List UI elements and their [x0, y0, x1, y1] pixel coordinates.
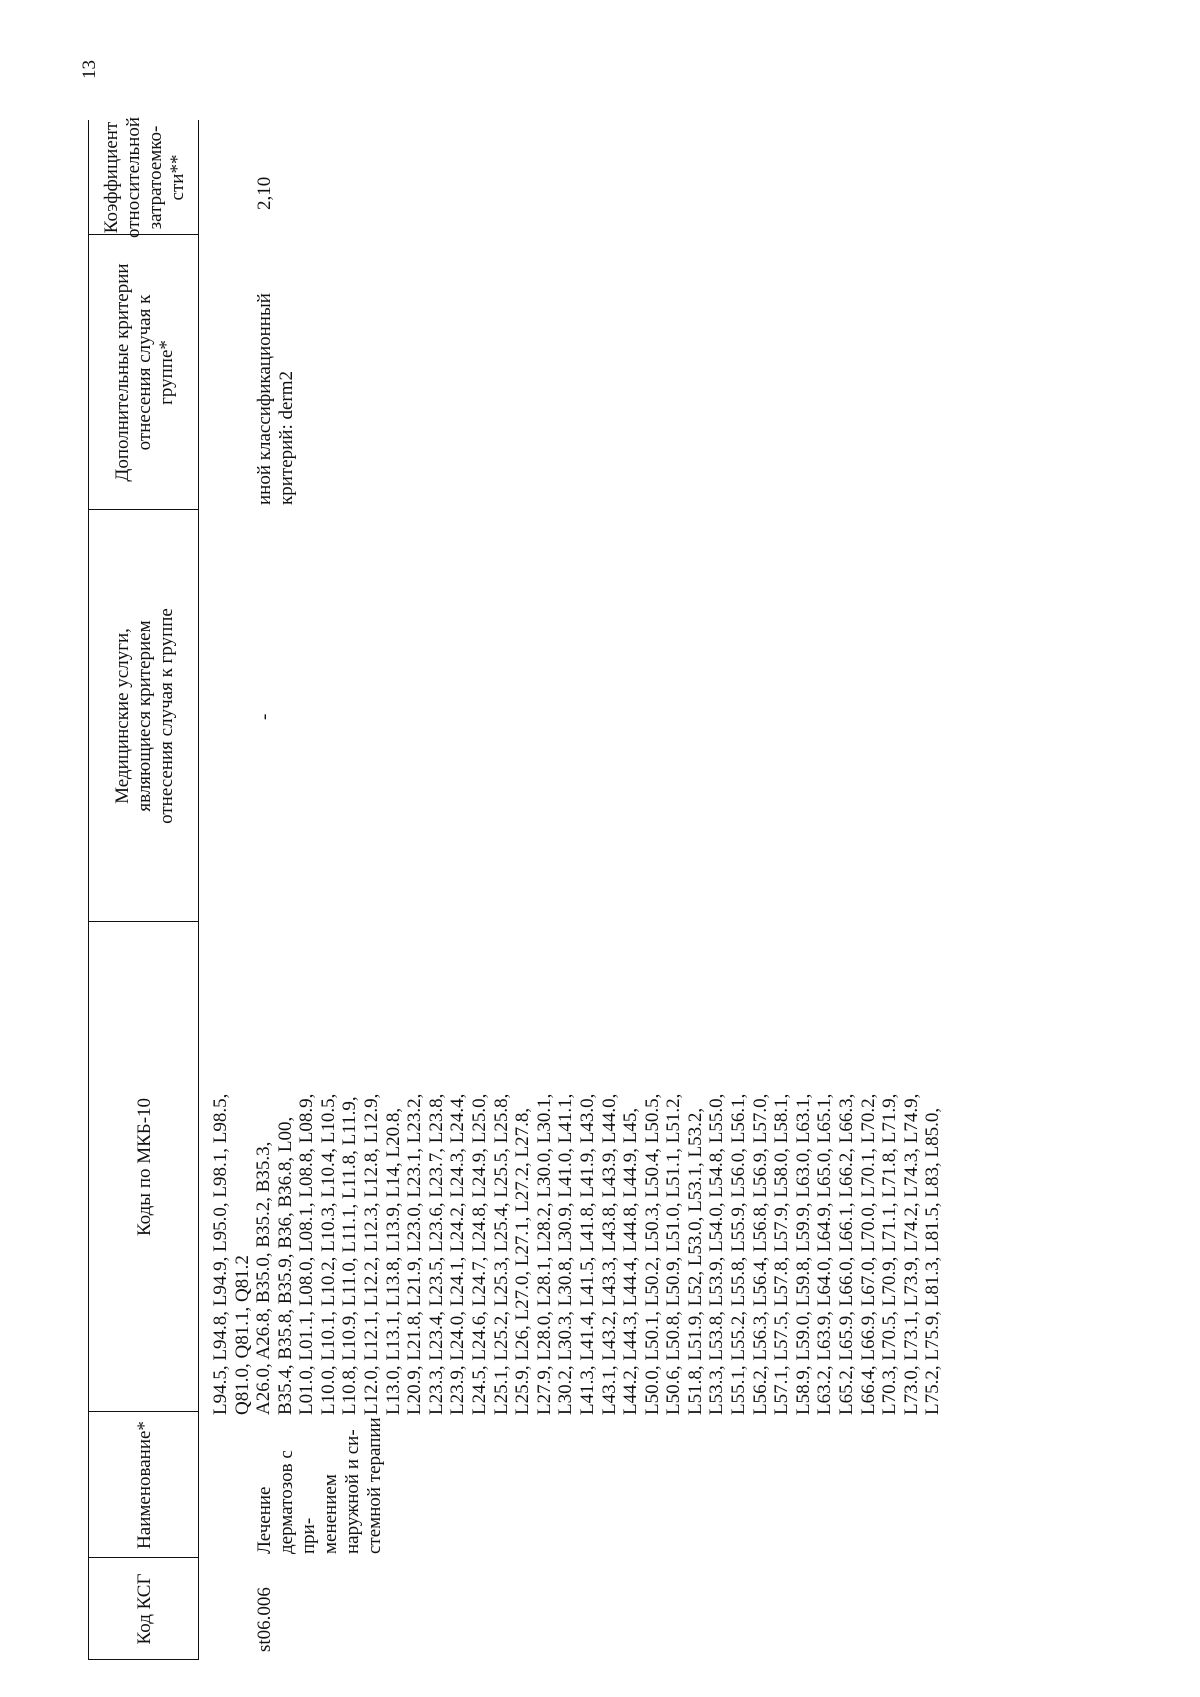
icd-code-line: B35.4, B35.8, B35.9, B36, B36.8, L00,	[274, 1116, 296, 1415]
icd-code-line: L10.0, L10.1, L10.2, L10.3, L10.4, L10.5,	[317, 1093, 339, 1415]
header-bottom-border	[198, 120, 199, 1660]
icd-code-line: L25.1, L25.2, L25.3, L25.4, L25.5, L25.8,	[490, 1093, 512, 1415]
table-top-border	[88, 120, 89, 1660]
icd-code-line: L12.0, L12.1, L12.2, L12.3, L12.8, L12.9,	[360, 1093, 382, 1415]
icd-code-line: L50.6, L50.8, L50.9, L51.0, L51.1, L51.2,	[663, 1093, 685, 1415]
icd-code-line: L44.2, L44.3, L44.4, L44.8, L44.9, L45,	[620, 1107, 642, 1415]
row-ksg-code: st06.006	[254, 1587, 275, 1652]
header-icd-codes: Коды по МКБ-10	[133, 1097, 155, 1237]
icd-code-line: L10.8, L10.9, L11.0, L11.1, L11.8, L11.9,	[339, 1096, 361, 1415]
icd-code-line: L53.3, L53.8, L53.9, L54.0, L54.8, L55.0,	[706, 1093, 728, 1415]
rotated-document-page	[80, 60, 1120, 1660]
icd-code-line: L50.0, L50.1, L50.2, L50.3, L50.4, L50.5,	[641, 1093, 663, 1415]
icd-code-line: L43.1, L43.2, L43.3, L43.8, L43.9, L44.0,	[598, 1093, 620, 1415]
icd-code-line: L56.2, L56.3, L56.4, L56.8, L56.9, L57.0,	[749, 1093, 771, 1415]
icd-code-line: L73.0, L73.1, L73.9, L74.2, L74.3, L74.9,	[900, 1093, 922, 1415]
icd-code-line: L51.8, L51.9, L52, L53.0, L53.1, L53.2,	[684, 1107, 706, 1415]
icd-code-line: L70.3, L70.5, L70.9, L71.1, L71.8, L71.9,	[879, 1093, 901, 1415]
header-medical-services: Медицинские услуги, являющиеся критерием отнесения случая к группе	[111, 608, 177, 824]
row-name: Лечение дерматозов с при- менением наружной и си- стемной терапии	[254, 1417, 385, 1554]
row-cost-coefficient: 2,10	[254, 176, 275, 210]
icd-continuation-block	[210, 815, 253, 1415]
icd-code-line: L01.0, L01.1, L08.0, L08.1, L08.8, L08.9,	[296, 1093, 318, 1415]
icd-codes-block	[253, 815, 944, 1415]
icd-code-line: L57.1, L57.5, L57.8, L57.9, L58.0, L58.1,	[771, 1093, 793, 1415]
icd-code-line: L27.9, L28.0, L28.1, L28.2, L30.0, L30.1,	[533, 1093, 555, 1415]
icd-code-line: L94.5, L94.8, L94.9, L95.0, L98.1, L98.5,	[210, 1093, 231, 1415]
icd-code-line: L75.2, L75.9, L81.3, L81.5, L83, L85.0,	[922, 1107, 944, 1415]
icd-code-line: L25.9, L26, L27.0, L27.1, L27.2, L27.8,	[512, 1107, 534, 1415]
row-medical-services: -	[254, 713, 275, 720]
icd-code-line: L66.4, L66.9, L67.0, L70.0, L70.1, L70.2,	[857, 1093, 879, 1415]
icd-code-line: L30.2, L30.3, L30.8, L30.9, L41.0, L41.1,	[555, 1093, 577, 1415]
icd-code-line: L23.3, L23.4, L23.5, L23.6, L23.7, L23.8,	[425, 1093, 447, 1415]
icd-code-line: L13.0, L13.1, L13.8, L13.9, L14, L20.8,	[382, 1107, 404, 1415]
icd-code-line: Q81.0, Q81.1, Q81.2	[231, 1255, 253, 1415]
icd-code-line: L41.3, L41.4, L41.5, L41.8, L41.9, L43.0,	[576, 1093, 598, 1415]
icd-code-line: L65.2, L65.9, L66.0, L66.1, L66.2, L66.3,	[836, 1093, 858, 1415]
page-number: 13	[79, 60, 100, 79]
row-additional-criteria: иной классификационный критерий: derm2	[254, 293, 297, 505]
icd-code-line: L23.9, L24.0, L24.1, L24.2, L24.3, L24.4,	[447, 1093, 469, 1415]
icd-code-line: L24.5, L24.6, L24.7, L24.8, L24.9, L25.0,	[468, 1093, 490, 1415]
header-cost-coefficient: Коэффициент относительной затратоемко- сти**	[100, 116, 188, 238]
header-name: Наименование*	[133, 1421, 155, 1549]
icd-code-line: L20.9, L21.8, L21.9, L23.0, L23.1, L23.2,	[404, 1093, 426, 1415]
icd-code-line: L63.2, L63.9, L64.0, L64.9, L65.0, L65.1,	[814, 1093, 836, 1415]
icd-code-line: A26.0, A26.8, B35.0, B35.2, B35.3,	[253, 1141, 274, 1415]
icd-code-line: L55.1, L55.2, L55.8, L55.9, L56.0, L56.1,	[728, 1093, 750, 1415]
icd-code-line: L58.9, L59.0, L59.8, L59.9, L63.0, L63.1,	[792, 1093, 814, 1415]
header-ksg-code: Код КСГ	[133, 1573, 155, 1645]
header-additional-criteria: Дополнительные критерии отнесения случая к группе*	[111, 263, 177, 482]
